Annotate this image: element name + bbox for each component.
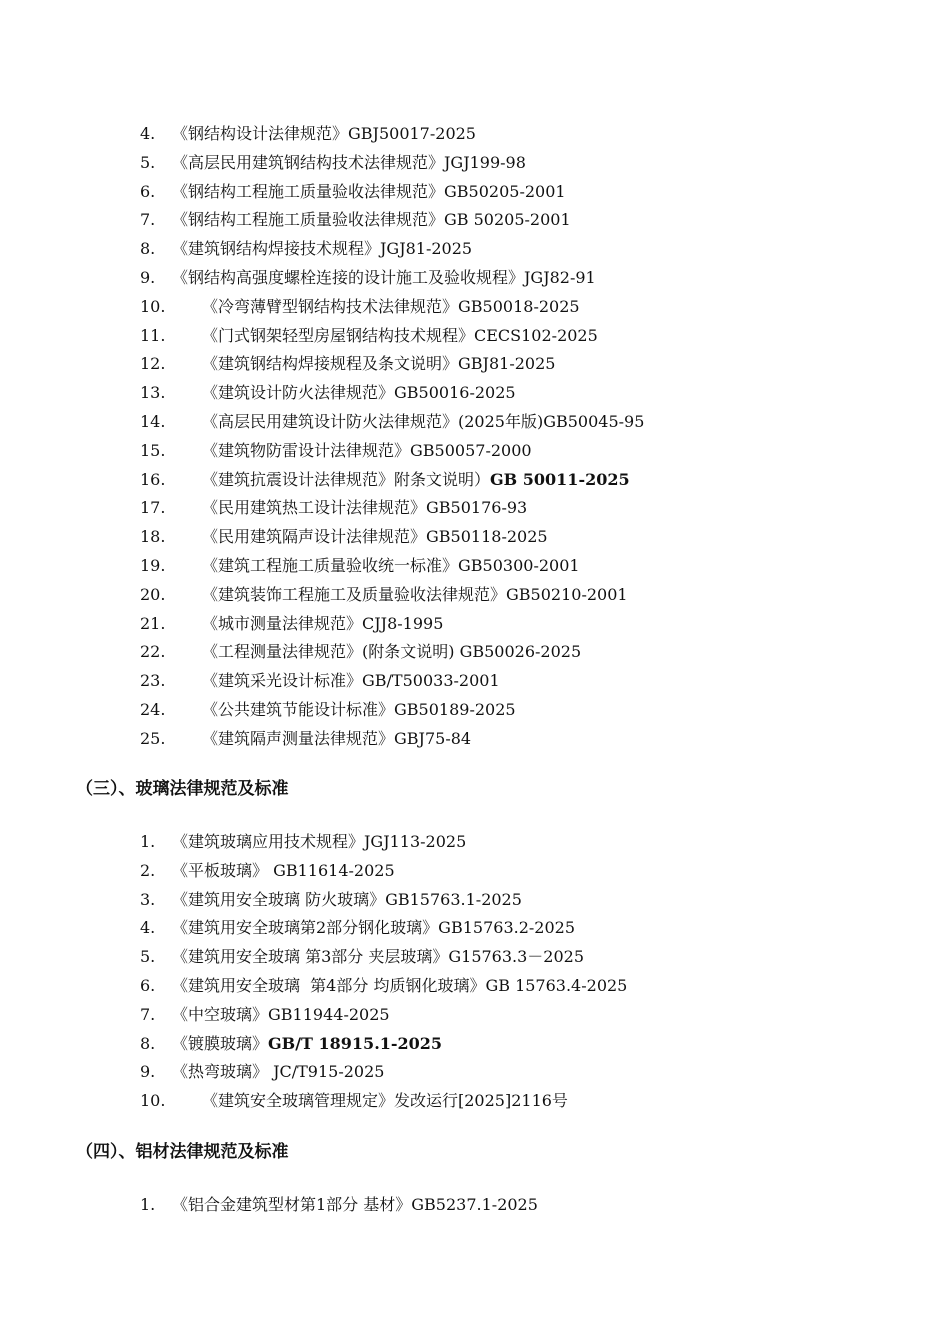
item-number: 25. (140, 728, 166, 748)
item-number: 8. (140, 239, 156, 259)
item-text: 《建筑用安全玻璃 防火玻璃》GB15763.1-2025 (172, 889, 522, 909)
item-number: 22. (140, 642, 166, 662)
steel-standards-list (140, 120, 644, 754)
list-item (140, 943, 627, 972)
list-item (140, 972, 627, 1001)
list-item (140, 638, 644, 667)
item-text: 《城市测量法律规范》CJJ8-1995 (202, 613, 444, 633)
item-number: 6. (140, 975, 156, 995)
item-text: 《镀膜玻璃》 (172, 1033, 269, 1053)
item-text: 《冷弯薄臂型钢结构技术法律规范》GB50018-2025 (202, 296, 580, 316)
item-number: 20. (140, 584, 166, 604)
item-number: 9. (140, 1062, 156, 1082)
list-item (140, 293, 644, 322)
list-item (140, 828, 627, 857)
list-item (140, 1001, 627, 1030)
item-text: 《平板玻璃》 GB11614-2025 (172, 860, 395, 880)
list-item (140, 120, 644, 149)
item-text: 《建筑装饰工程施工及质量验收法律规范》GB50210-2001 (202, 584, 628, 604)
item-number: 21. (140, 613, 166, 633)
item-text: 《民用建筑热工设计法律规范》GB50176-93 (202, 498, 528, 518)
list-item (140, 178, 644, 207)
item-number: 15. (140, 440, 166, 460)
section-heading-aluminum: （四）、铝材法律规范及标准 (76, 1142, 289, 1162)
list-item (140, 235, 644, 264)
list-item (140, 264, 644, 293)
item-number: 7. (140, 210, 156, 230)
item-text: 《钢结构工程施工质量验收法律规范》GB 50205-2001 (172, 210, 571, 230)
item-text: 《钢结构高强度螺栓连接的设计施工及验收规程》JGJ82-91 (172, 267, 596, 287)
item-text: 《门式钢架轻型房屋钢结构技术规程》CECS102-2025 (202, 325, 598, 345)
item-number: 5. (140, 152, 156, 172)
item-text: 《工程测量法律规范》(附条文说明) GB50026-2025 (202, 642, 582, 662)
item-number: 12. (140, 354, 166, 374)
aluminum-standards-list (140, 1191, 538, 1220)
item-text: 《建筑钢结构焊接规程及条文说明》GBJ81-2025 (202, 354, 556, 374)
item-text: 《建筑钢结构焊接技术规程》JGJ81-2025 (172, 239, 473, 259)
item-number: 17. (140, 498, 166, 518)
list-item (140, 610, 644, 639)
item-number: 19. (140, 555, 166, 575)
item-number: 4. (140, 124, 156, 143)
item-text: 《建筑玻璃应用技术规程》JGJ113-2025 (172, 832, 467, 851)
list-item (140, 1058, 627, 1087)
list-item (140, 206, 644, 235)
item-number: 10. (140, 296, 166, 316)
item-number: 4. (140, 918, 156, 938)
item-number: 6. (140, 181, 156, 201)
item-text: 《建筑工程施工质量验收统一标准》GB50300-2001 (202, 555, 580, 575)
list-item (140, 581, 644, 610)
item-text: 《民用建筑隔声设计法律规范》GB50118-2025 (202, 527, 548, 547)
item-number: 14. (140, 411, 166, 431)
list-item (140, 149, 644, 178)
list-item (140, 408, 644, 437)
list-item (140, 1030, 627, 1059)
item-number: 10. (140, 1091, 166, 1111)
list-item (140, 667, 644, 696)
item-number: 7. (140, 1004, 156, 1024)
item-text: 《建筑隔声测量法律规范》GBJ75-84 (202, 728, 472, 748)
list-item (140, 552, 644, 581)
item-number: 5. (140, 947, 156, 967)
item-number: 9. (140, 267, 156, 287)
item-text: 《建筑采光设计标准》GB/T50033-2001 (202, 671, 500, 691)
section-heading-glass: （三）、玻璃法律规范及标准 (76, 779, 289, 799)
item-number: 3. (140, 889, 156, 909)
glass-standards-list (140, 828, 627, 1116)
list-item (140, 322, 644, 351)
list-item (140, 696, 644, 725)
item-number: 8. (140, 1033, 156, 1053)
list-item (140, 914, 627, 943)
item-code-bold: GB 50011-2025 (490, 469, 630, 489)
item-text: 《高层民用建筑钢结构技术法律规范》JGJ199-98 (172, 152, 526, 172)
item-code-bold: GB/T 18915.1-2025 (268, 1033, 443, 1053)
item-text: 《钢结构设计法律规范》GBJ50017-2025 (172, 124, 476, 143)
list-item (140, 725, 644, 754)
item-text: 《热弯玻璃》 JC/T915-2025 (172, 1062, 385, 1082)
list-item (140, 857, 627, 886)
item-text: 《建筑抗震设计法律规范》附条文说明） (202, 469, 491, 489)
item-text: 《建筑用安全玻璃 第4部分 均质钢化玻璃》GB 15763.4-2025 (172, 975, 628, 995)
list-item (140, 1087, 627, 1116)
item-text: 《建筑安全玻璃管理规定》发改运行[2025]2116号 (202, 1091, 568, 1111)
list-item (140, 466, 644, 495)
item-number: 18. (140, 527, 166, 547)
item-text: 《高层民用建筑设计防火法律规范》(2025年版)GB50045-95 (202, 411, 645, 431)
item-number: 2. (140, 860, 156, 880)
list-item (140, 523, 644, 552)
item-text: 《建筑物防雷设计法律规范》GB50057-2000 (202, 440, 532, 460)
item-text: 《公共建筑节能设计标准》GB50189-2025 (202, 699, 516, 719)
list-item (140, 437, 644, 466)
list-item (140, 1191, 538, 1220)
item-number: 13. (140, 383, 166, 403)
item-text: 《钢结构工程施工质量验收法律规范》GB50205-2001 (172, 181, 566, 201)
item-number: 1. (140, 1195, 156, 1214)
list-item (140, 379, 644, 408)
item-text: 《建筑设计防火法律规范》GB50016-2025 (202, 383, 516, 403)
list-item (140, 886, 627, 915)
item-text: 《建筑用安全玻璃 第3部分 夹层玻璃》G15763.3－2025 (172, 947, 585, 967)
item-number: 11. (140, 325, 166, 345)
item-number: 23. (140, 671, 166, 691)
item-text: 《建筑用安全玻璃第2部分钢化玻璃》GB15763.2-2025 (172, 918, 576, 938)
item-number: 1. (140, 832, 156, 851)
item-text: 《中空玻璃》GB11944-2025 (172, 1004, 390, 1024)
list-item (140, 350, 644, 379)
item-number: 24. (140, 699, 166, 719)
item-number: 16. (140, 469, 166, 489)
item-text: 《铝合金建筑型材第1部分 基材》GB5237.1-2025 (172, 1195, 538, 1214)
list-item (140, 494, 644, 523)
